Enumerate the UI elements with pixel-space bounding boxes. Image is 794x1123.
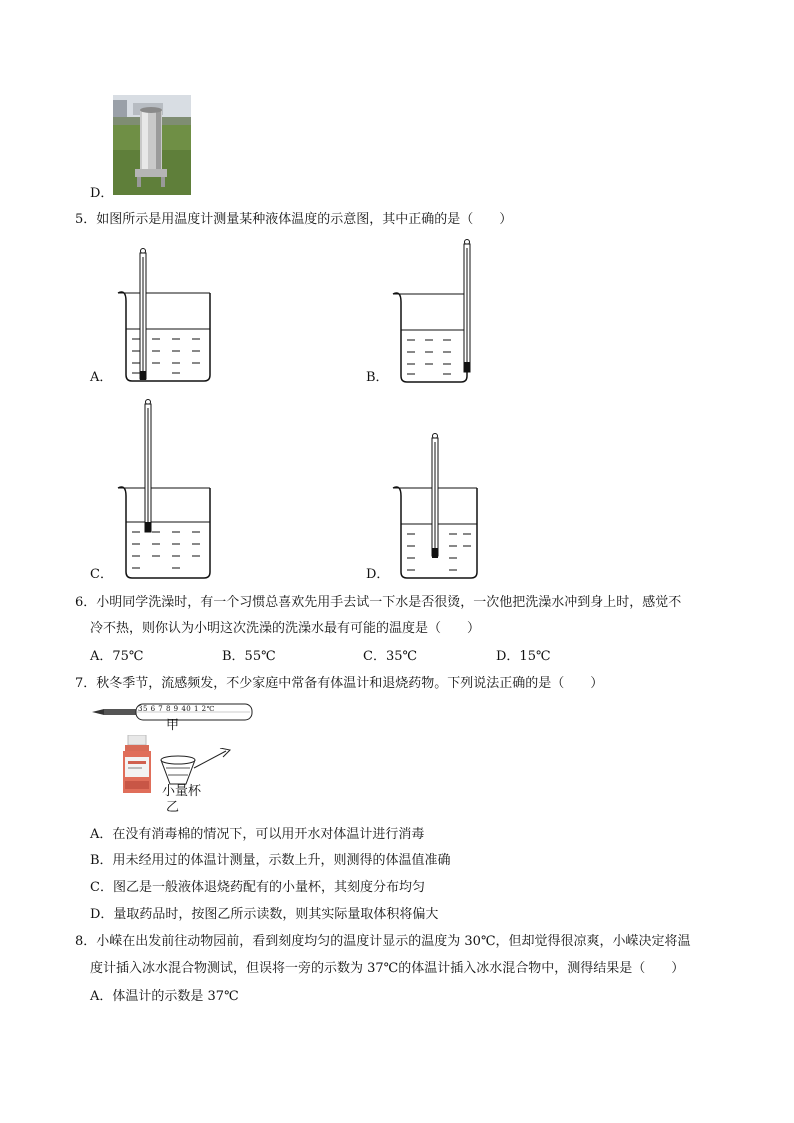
beaker-diagram-c [112, 396, 222, 582]
beaker-diagram-d [387, 430, 497, 582]
q5-option-a: A． [90, 370, 113, 385]
measuring-cup-label: 小量杯 [162, 784, 202, 799]
q6-option-a: A．75℃ [90, 649, 144, 664]
q4-option-d: D． [90, 186, 114, 201]
thermometer-scale: 35 6 7 8 9 40 1 2℃ [138, 705, 215, 713]
q6-option-d: D．15℃ [496, 649, 551, 664]
q8-option-a: A．体温计的示数是 37℃ [90, 989, 239, 1004]
q7-option-c: C．图乙是一般液体退烧药配有的小量杯，其刻度分布均匀 [90, 880, 425, 895]
q8-stem-line2: 度计插入冰水混合物测试，但误将一旁的示数为 37℃的体温计插入冰水混合物中，测得结果是（ ） [90, 961, 685, 976]
medicine-bottle [120, 735, 156, 795]
q6-option-c: C．35℃ [363, 649, 418, 664]
q6-stem-line1: 6．小明同学洗澡时，有一个习惯总喜欢先用手去试一下水是否很烫，一次他把洗澡水冲到身上时，感觉不 [75, 595, 682, 610]
beaker-diagram-a [112, 245, 222, 385]
q5-option-d: D． [366, 567, 390, 582]
rain-gauge-photo [113, 95, 191, 195]
q6-stem-line2: 冷不热，则你认为小明这次洗澡的洗澡水最有可能的温度是（ ） [90, 621, 481, 636]
beaker-diagram-b [387, 236, 497, 386]
q5-option-b: B． [366, 370, 389, 385]
q5-option-c: C． [90, 567, 113, 582]
figure-label-yi: 乙 [166, 800, 180, 815]
q7-stem: 7．秋冬季节，流感频发，不少家庭中常备有体温计和退烧药物。下列说法正确的是（ ） [75, 676, 604, 691]
figure-label-jia: 甲 [166, 718, 180, 733]
q8-stem-line1: 8．小嵘在出发前往动物园前，看到刻度均匀的温度计显示的温度为 30℃，但却觉得很凉爽，小嵘决定将温 [75, 934, 691, 949]
q5-stem: 5．如图所示是用温度计测量某种液体温度的示意图，其中正确的是（ ） [75, 212, 513, 227]
q6-option-b: B．55℃ [222, 649, 276, 664]
q7-option-b: B．用未经用过的体温计测量，示数上升，则测得的体温值准确 [90, 853, 451, 868]
q7-option-a: A．在没有消毒棉的情况下，可以用开水对体温计进行消毒 [90, 827, 425, 842]
q7-option-d: D．量取药品时，按图乙所示读数，则其实际量取体积将偏大 [90, 907, 439, 922]
